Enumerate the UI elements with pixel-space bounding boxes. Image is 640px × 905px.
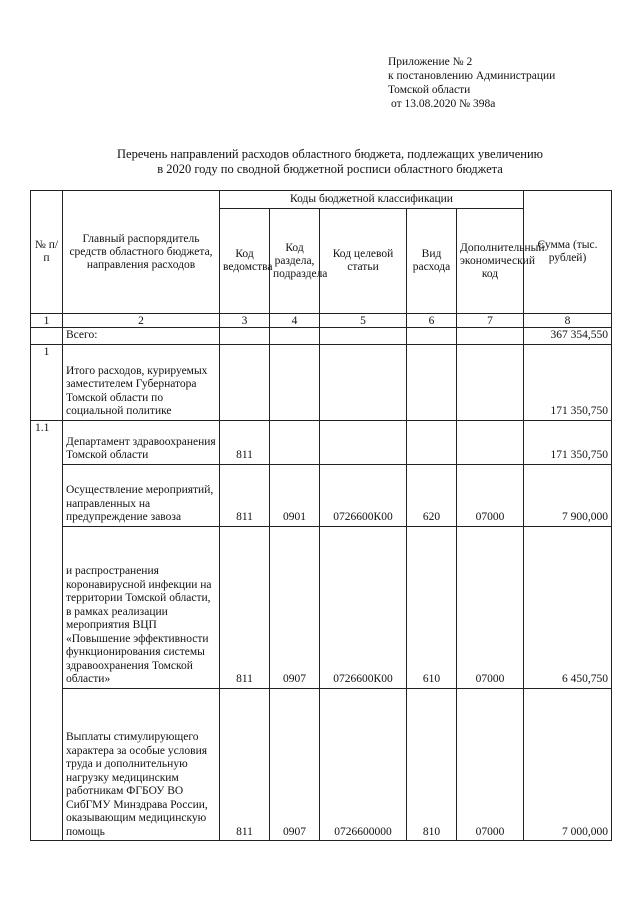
header-dept: Код ведомства bbox=[220, 209, 270, 314]
table-row bbox=[31, 688, 612, 840]
row-sum: 7 000,000 bbox=[524, 688, 612, 840]
row-target bbox=[320, 328, 407, 345]
row-section bbox=[270, 328, 320, 345]
document-title-line-1: Перечень направлений расходов областного бюджета, подлежащих увеличению bbox=[117, 147, 543, 161]
row-section: 0901 bbox=[270, 464, 320, 526]
column-number: 3 bbox=[220, 314, 270, 328]
row-sum: 7 900,000 bbox=[524, 464, 612, 526]
row-expense-type: 620 bbox=[407, 464, 457, 526]
row-expense-type bbox=[407, 344, 457, 420]
row-name: Осуществление мероприятий, направленных на предупреждение завоза bbox=[63, 464, 220, 526]
column-number: 2 bbox=[63, 314, 220, 328]
row-expense-type: 810 bbox=[407, 688, 457, 840]
row-expense-type bbox=[407, 420, 457, 464]
header-target: Код целевой статьи bbox=[320, 209, 407, 314]
table-row bbox=[31, 464, 612, 526]
row-econ bbox=[457, 420, 524, 464]
row-name: Итого расходов, курируемых заместителем Губернатора Томской области по социальной политике bbox=[63, 344, 220, 420]
document-title-line-2: в 2020 году по сводной бюджетной росписи областного бюджета bbox=[157, 162, 503, 176]
row-section: 0907 bbox=[270, 688, 320, 840]
column-number: 8 bbox=[524, 314, 612, 328]
row-dept: 811 bbox=[220, 420, 270, 464]
column-number-row bbox=[31, 314, 612, 328]
row-dept bbox=[220, 344, 270, 420]
table-row bbox=[31, 526, 612, 688]
row-sum: 171 350,750 bbox=[524, 420, 612, 464]
row-expense-type: 610 bbox=[407, 526, 457, 688]
table-row-total bbox=[31, 328, 612, 345]
expense-table bbox=[30, 190, 612, 841]
row-econ bbox=[457, 328, 524, 345]
column-number: 5 bbox=[320, 314, 407, 328]
header-section: Код раздела, подраздела bbox=[270, 209, 320, 314]
row-econ bbox=[457, 344, 524, 420]
row-number bbox=[31, 328, 63, 345]
document-title bbox=[60, 147, 600, 177]
row-name: Выплаты стимулирующего характера за особые условия труда и дополнительную нагрузку медицинским работникам ФГБОУ ВО СибГМУ Минздрава России, оказывающим медицинскую помощь bbox=[63, 688, 220, 840]
row-econ: 07000 bbox=[457, 526, 524, 688]
row-section: 0907 bbox=[270, 526, 320, 688]
header-sum: Сумма (тыс. рублей) bbox=[524, 191, 612, 314]
row-dept bbox=[220, 328, 270, 345]
row-dept: 811 bbox=[220, 526, 270, 688]
row-name: и распространения коронавирусной инфекции на территории Томской области, в рамках реализации мероприятия ВЦП «Повышение эффективности функционирования системы здравоохранения Томской области» bbox=[63, 526, 220, 688]
row-expense-type bbox=[407, 328, 457, 345]
row-target: 0726600000 bbox=[320, 688, 407, 840]
appendix-line-1: Приложение № 2 bbox=[388, 56, 473, 68]
row-number: 1.1 bbox=[31, 420, 63, 840]
appendix-line-2: к постановлению Администрации bbox=[388, 70, 556, 82]
appendix-line-3: Томской области bbox=[388, 84, 471, 96]
row-target: 0726600К00 bbox=[320, 464, 407, 526]
row-target: 0726600К00 bbox=[320, 526, 407, 688]
appendix-block bbox=[388, 55, 555, 111]
header-num: № п/п bbox=[31, 191, 63, 314]
row-name: Всего: bbox=[63, 328, 220, 345]
row-econ: 07000 bbox=[457, 688, 524, 840]
header-codes-group: Коды бюджетной классификации bbox=[220, 191, 524, 209]
row-dept: 811 bbox=[220, 688, 270, 840]
column-number: 4 bbox=[270, 314, 320, 328]
table-row bbox=[31, 344, 612, 420]
column-number: 1 bbox=[31, 314, 63, 328]
row-target bbox=[320, 344, 407, 420]
row-section bbox=[270, 344, 320, 420]
row-number: 1 bbox=[31, 344, 63, 420]
row-sum: 367 354,550 bbox=[524, 328, 612, 345]
row-sum: 6 450,750 bbox=[524, 526, 612, 688]
header-expense-type: Вид расхода bbox=[407, 209, 457, 314]
row-target bbox=[320, 420, 407, 464]
appendix-line-4: от 13.08.2020 № 398а bbox=[391, 98, 496, 110]
row-section bbox=[270, 420, 320, 464]
row-sum: 171 350,750 bbox=[524, 344, 612, 420]
row-dept: 811 bbox=[220, 464, 270, 526]
column-number: 7 bbox=[457, 314, 524, 328]
column-number: 6 bbox=[407, 314, 457, 328]
table-row bbox=[31, 420, 612, 464]
row-econ: 07000 bbox=[457, 464, 524, 526]
header-econ: Дополнительный экономический код bbox=[457, 209, 524, 314]
header-row-1 bbox=[31, 191, 612, 209]
row-name: Департамент здравоохранения Томской области bbox=[63, 420, 220, 464]
header-manager: Главный распорядитель средств областного бюджета, направления расходов bbox=[63, 191, 220, 314]
